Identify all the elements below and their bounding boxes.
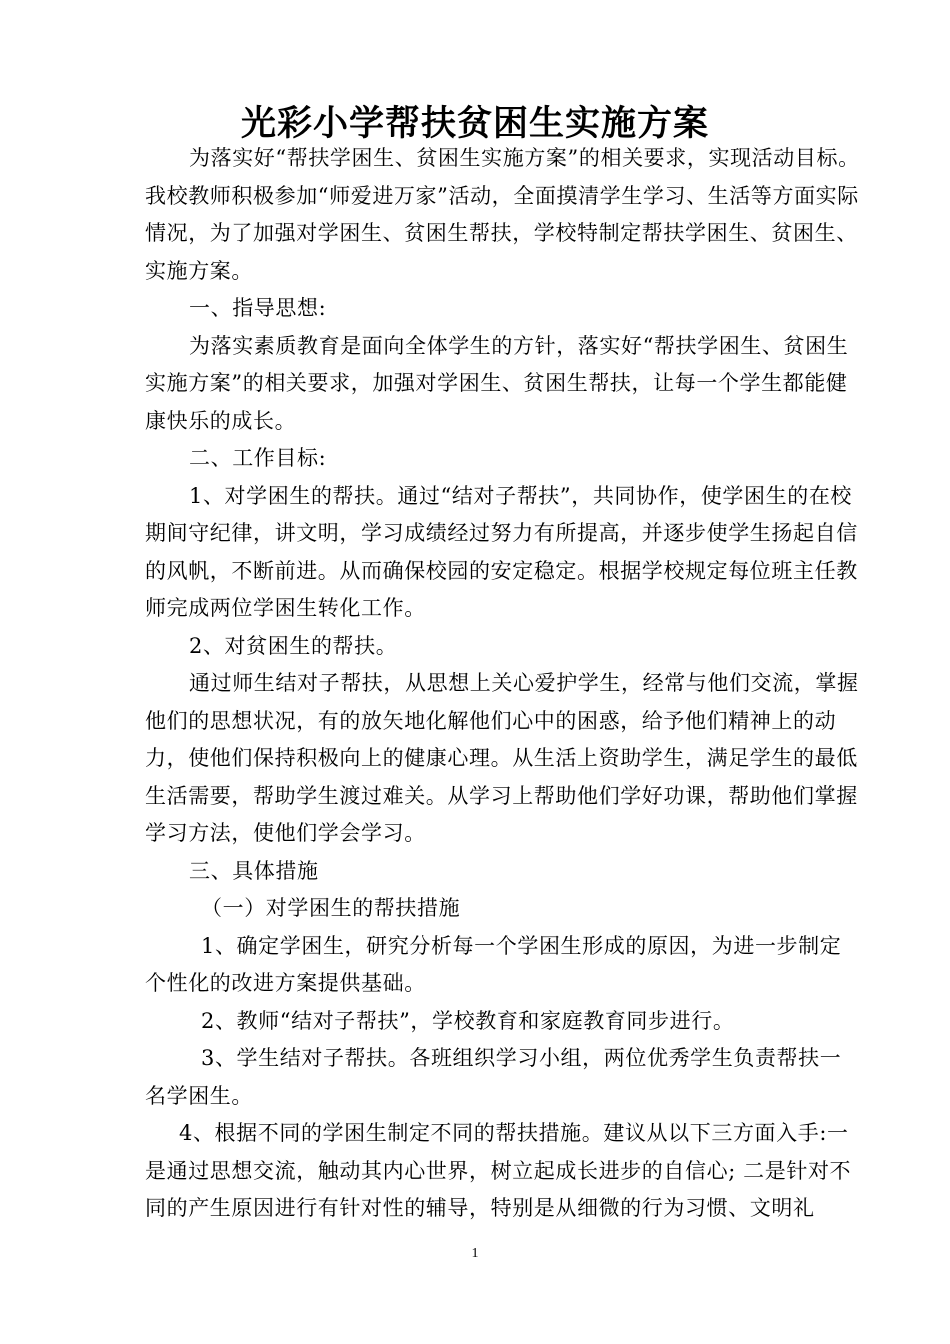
- measure-3-paragraph: 3、学生结对子帮扶。各班组织学习小组，两位优秀学生负责帮扶一名学困生。: [145, 1046, 842, 1108]
- goal-2-paragraph: 通过师生结对子帮扶，从思想上关心爱护学生，经常与他们交流，掌握他们的思想状况，有的放矢地化解他们心中的困惑，给予他们精神上的动力，使他们保持积极向上的健康心理。从生活上资助学生，满足学生的最低生活需要，帮助学生渡过难关。从学习上帮助他们学好功课，帮助他们掌握学习方法，使他们学会学习。: [145, 671, 859, 845]
- goal-2-heading: 2、对贫困生的帮扶。: [189, 633, 398, 658]
- guiding-thought-paragraph: 为落实素质教育是面向全体学生的方针，落实好“帮扶学困生、贫困生实施方案”的相关要求，加强对学困生、贫困生帮扶，让每一个学生都能健康快乐的成长。: [145, 333, 849, 433]
- page-number: 1: [471, 1246, 479, 1261]
- section-heading-work-goals: 二、工作目标:: [189, 446, 327, 470]
- subsection-heading-measures-1: （一）对学困生的帮扶措施: [201, 896, 461, 920]
- section-heading-measures: 三、具体措施: [189, 858, 319, 883]
- measure-4-paragraph: 4、根据不同的学困生制定不同的帮扶措施。建议从以下三方面入手:一是通过思想交流，触动其内心世界，树立起成长进步的自信心; 二是针对不同的产生原因进行有针对性的辅导，特别是从细微的行为习惯、文明礼: [145, 1121, 852, 1220]
- intro-paragraph: 为落实好“帮扶学困生、贫困生实施方案”的相关要求，实现活动目标。我校教师积极参加“师爱进万家”活动，全面摸清学生学习、生活等方面实际情况，为了加强对学困生、贫困生帮扶，学校特制定帮扶学困生、贫困生、实施方案。: [145, 146, 860, 283]
- measure-2-paragraph: 2、教师“结对子帮扶”，学校教育和家庭教育同步进行。: [201, 1008, 735, 1033]
- document-body: [145, 140, 861, 1228]
- measure-1-paragraph: 1、确定学困生，研究分析每一个学困生形成的原因，为进一步制定个性化的改进方案提供基础。: [145, 933, 842, 995]
- goal-1-paragraph: 1、对学困生的帮扶。通过“结对子帮扶”，共同协作，使学困生的在校期间守纪律，讲文明，学习成绩经过努力有所提高，并逐步使学生扬起自信的风帆，不断前进。从而确保校园的安定稳定。根据学校规定每位班主任教师完成两位学困生转化工作。: [145, 483, 858, 620]
- section-heading-guiding-thought: 一、指导思想:: [189, 296, 327, 320]
- document-title: 光彩小学帮扶贫困生实施方案: [240, 103, 709, 144]
